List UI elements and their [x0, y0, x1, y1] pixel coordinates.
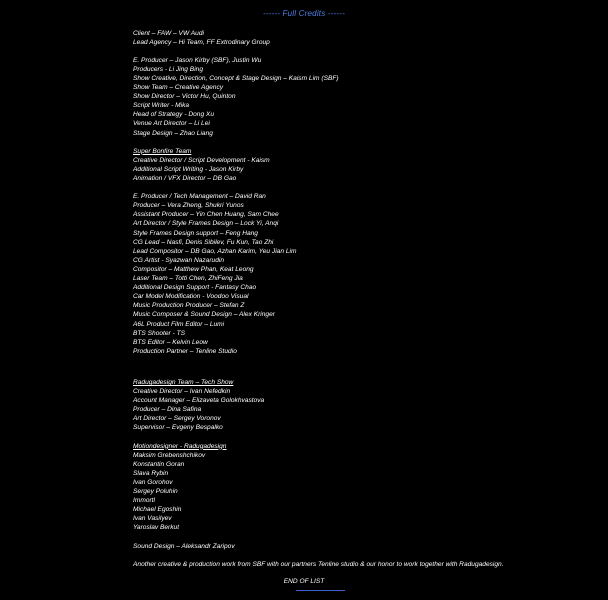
spacer	[133, 183, 593, 192]
credit-line: Lead Agency – Hi Team, FF Extrodinary Group	[133, 38, 270, 46]
section-heading: Radugadesign Team – Tech Show	[133, 378, 234, 386]
tech-management-block	[133, 192, 593, 356]
radugadesign-section	[133, 378, 593, 433]
client-block	[133, 29, 593, 47]
credit-line: A6L Product Film Editor – Lumi	[133, 320, 225, 328]
section-heading: Motiondesigner - Radugadesign	[133, 442, 227, 450]
credit-line: Additional Script Writing - Jason Kirby	[133, 165, 244, 173]
credit-line: BTS Editor – Kelvin Leow	[133, 338, 208, 346]
credit-line: Show Director – Victor Hu, Quinton	[133, 93, 236, 101]
credit-line: E. Producer / Tech Management – David Ran	[133, 193, 266, 201]
spacer	[133, 47, 593, 56]
credit-line: Production Partner – Tenline Studio	[133, 347, 237, 355]
credit-line: Car Model Modification - Voodoo Visual	[133, 293, 249, 301]
credit-line: Venue Art Director – Li Lei	[133, 120, 210, 128]
closing-note: Another creative & production work from SBF with our partners Tenline studio & our honor to work together with Radugadesign.	[133, 560, 504, 568]
credit-line: Music Composer & Sound Design – Alex Kringer	[133, 311, 275, 319]
credit-line: Immortl	[133, 497, 155, 505]
sound-design-credit: Sound Design – Aleksandr Zaripov	[133, 542, 235, 550]
page-title: ------ Full Credits ------	[262, 9, 346, 18]
spacer	[133, 369, 593, 378]
end-of-list-label: END OF LIST	[283, 578, 325, 585]
credit-line: Slava Rybin	[133, 469, 169, 477]
credit-line: Producer – Dina Safina	[133, 406, 202, 414]
credit-line: Script Writer - Mika	[133, 102, 190, 110]
spacer	[133, 138, 593, 147]
super-bonfire-section	[133, 147, 593, 183]
end-of-list	[0, 578, 608, 585]
credit-line: Creative Director – Ivan Nefedkin	[133, 388, 231, 396]
credit-line: Yaroslav Berkut	[133, 524, 180, 532]
credit-line: Producers - Li Jing Bing	[133, 65, 204, 73]
credit-line: Show Creative, Direction, Concept & Stage Design – Kaism Lim (SBF)	[133, 74, 339, 82]
credit-line: Ivan Vasilyev	[133, 515, 172, 523]
credit-line: BTS Shooter - TS	[133, 329, 186, 337]
spacer	[133, 533, 593, 542]
credit-line: Producer – Vera Zheng, Shukri Yunos	[133, 202, 244, 210]
motiondesigner-section	[133, 442, 593, 533]
credit-line: Supervisor – Evgeny Bespalko	[133, 424, 223, 432]
credit-line: Assistant Producer – Yin Chen Huang, Sam Chee	[133, 211, 279, 219]
credit-line: Art Director – Sergey Voronov	[133, 415, 221, 423]
credit-line: CG Lead – Nasfi, Denis Sibilev, Fu Kun, Tao Zhi	[133, 238, 274, 246]
credit-line: E. Producer – Jason Kirby (SBF), Justin Wu	[133, 56, 262, 64]
credit-line: Additional Design Support - Fantasy Chao	[133, 284, 257, 292]
credit-line: Ivan Gorohov	[133, 479, 173, 486]
credit-line: Music Production Producer – Stefan Z	[133, 302, 245, 310]
credit-line: CG Artist - Syazwan Nazarudin	[133, 256, 224, 264]
spacer	[133, 551, 593, 560]
production-block	[133, 56, 593, 138]
credit-line: Animation / VFX Director – DB Gao	[133, 175, 237, 182]
credit-line: Michael Egoshin	[133, 506, 182, 514]
credit-line: Compositor – Matthew Phan, Keat Leong	[133, 265, 254, 273]
credit-line: Stage Design – Zhao Liang	[133, 129, 213, 137]
credit-line: Creative Director / Script Development - Kaism	[133, 156, 270, 164]
credits-list	[133, 29, 593, 569]
credit-line: Account Manager – Elizaveta Golokhvastova	[133, 397, 265, 405]
spacer	[133, 356, 593, 369]
credit-line: Sergey Poluhin	[133, 488, 178, 496]
credit-line: Art Director / Style Frames Design – Lock Yi, Anqi	[133, 220, 279, 228]
credit-line: Konstantin Goran	[133, 460, 185, 468]
credit-line: Client – FAW – VW Audi	[133, 29, 204, 37]
credit-line: Maksim Grebenshchikov	[133, 451, 206, 459]
credit-line: Show Team – Creative Agency	[133, 84, 224, 92]
credit-line: Lead Compositor – DB Gao, Azhan Karim, Yeu Jian Lim	[133, 247, 297, 255]
credit-line: Laser Team – Totti Chen, ZhiFeng Jia	[133, 275, 243, 283]
credit-line: Style Frames Design support – Feng Hang	[133, 229, 258, 237]
section-heading: Super Bonfire Team	[133, 147, 192, 155]
end-divider	[296, 590, 345, 591]
spacer	[133, 433, 593, 442]
credit-line: Head of Strategy - Dong Xu	[133, 111, 215, 119]
